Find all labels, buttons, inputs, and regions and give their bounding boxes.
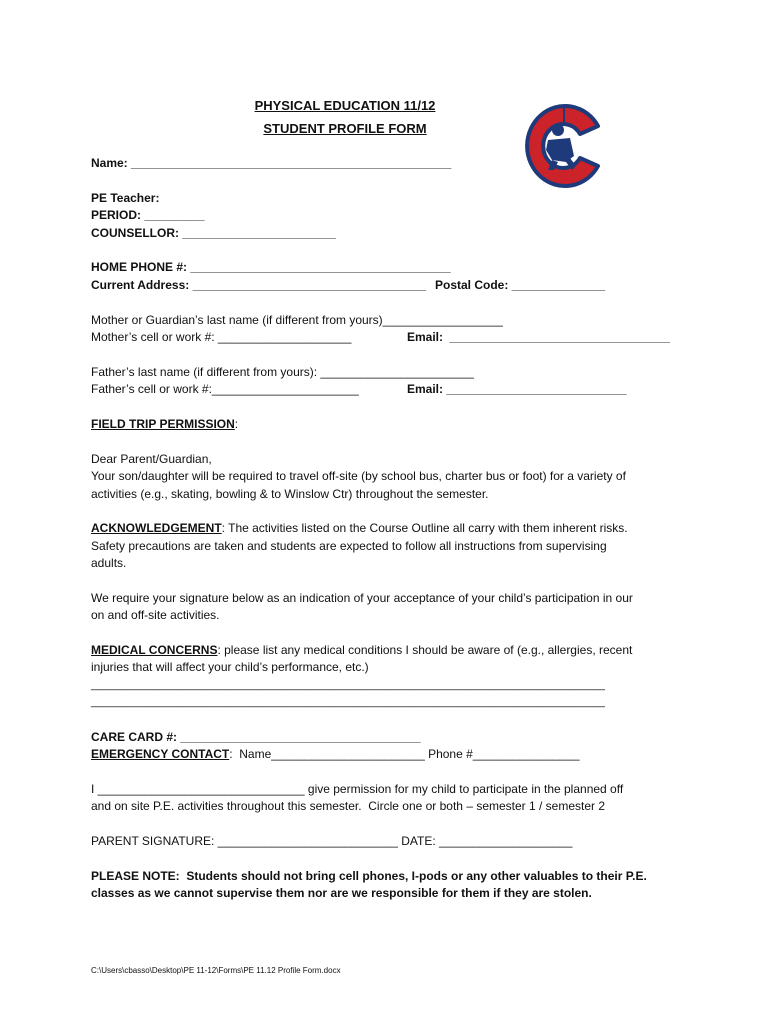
- acknowledgement-line3: adults.: [91, 556, 127, 570]
- file-path-footer: C:\Users\cbasso\Desktop\PE 11-12\Forms\PE 11.12 Profile Form.docx: [91, 966, 341, 975]
- mother-email-field[interactable]: Email: _________________________________: [407, 330, 670, 344]
- acknowledgement-line2: Safety precautions are taken and students are expected to follow all instructions from supervising: [91, 539, 607, 553]
- form-title-line2: STUDENT PROFILE FORM: [263, 121, 427, 136]
- acknowledgement-line1: ACKNOWLEDGEMENT: The activities listed on the Course Outline all carry with them inherent risks.: [91, 521, 628, 535]
- parent-signature-field[interactable]: PARENT SIGNATURE: ___________________________ DATE: ____________________: [91, 834, 573, 848]
- please-note-line2: classes as we cannot supervise them nor are we responsible for them if they are stolen.: [91, 886, 592, 900]
- mother-name-field[interactable]: Mother or Guardian’s last name (if different from yours)__________________: [91, 313, 503, 327]
- father-email-field[interactable]: Email: ___________________________: [407, 382, 627, 396]
- greeting: Dear Parent/Guardian,: [91, 452, 212, 466]
- field-trip-para-line1: Your son/daughter will be required to travel off-site (by school bus, charter bus or foot) for a variety of: [91, 469, 626, 483]
- postal-code-field[interactable]: Postal Code: ______________: [435, 278, 606, 292]
- emergency-contact-label: EMERGENCY CONTACT: [91, 747, 230, 761]
- permission-line2: and on site P.E. activities throughout this semester. Circle one or both – semester 1 / semester 2: [91, 799, 606, 813]
- home-phone-field[interactable]: HOME PHONE #: _______________________________________: [91, 260, 451, 274]
- field-trip-heading: FIELD TRIP PERMISSION: [91, 417, 235, 431]
- period-field[interactable]: PERIOD: _________: [91, 208, 205, 222]
- mother-cell-field[interactable]: Mother’s cell or work #: ____________________: [91, 330, 352, 344]
- current-address-field[interactable]: Current Address: ___________________________________: [91, 278, 427, 292]
- form-title-line1: PHYSICAL EDUCATION 11/12: [254, 98, 436, 113]
- please-note-line1: PLEASE NOTE: Students should not bring cell phones, I-pods or any other valuables to their P.E.: [91, 869, 647, 883]
- permission-line1[interactable]: I _______________________________ give permission for my child to participate in the planned off: [91, 782, 624, 796]
- field-trip-heading-line: FIELD TRIP PERMISSION:: [91, 417, 239, 431]
- name-field[interactable]: Name: ________________________________________________: [91, 156, 452, 170]
- medical-concerns-line2: injuries that will affect your child’s performance, etc.): [91, 660, 369, 674]
- medical-blank-line1[interactable]: ____________________________________________________________________________________: [91, 679, 605, 691]
- acknowledgement-heading: ACKNOWLEDGEMENT: [91, 521, 222, 535]
- medical-concerns-heading: MEDICAL CONCERNS: [91, 643, 218, 657]
- emergency-contact-field[interactable]: EMERGENCY CONTACT: Name_______________________ Phone #________________: [91, 747, 580, 761]
- signature-request-line1: We require your signature below as an indication of your acceptance of your child’s participation in our: [91, 591, 633, 605]
- signature-request-line2: on and off-site activities.: [91, 608, 220, 622]
- medical-concerns-line1: MEDICAL CONCERNS: please list any medical conditions I should be aware of (e.g., allergies, recent: [91, 643, 633, 657]
- field-trip-para-line2: activities (e.g., skating, bowling & to Winslow Ctr) throughout the semester.: [91, 487, 489, 501]
- medical-blank-line2[interactable]: ____________________________________________________________________________________: [91, 696, 605, 708]
- pe-teacher-field[interactable]: PE Teacher:: [91, 191, 160, 205]
- father-cell-field[interactable]: Father’s cell or work #:______________________: [91, 382, 359, 396]
- care-card-field[interactable]: CARE CARD #: ____________________________________: [91, 730, 421, 744]
- father-name-field[interactable]: Father’s last name (if different from yours): _______________________: [91, 365, 474, 379]
- counsellor-field[interactable]: COUNSELLOR: _______________________: [91, 226, 336, 240]
- school-c-logo: [518, 100, 608, 192]
